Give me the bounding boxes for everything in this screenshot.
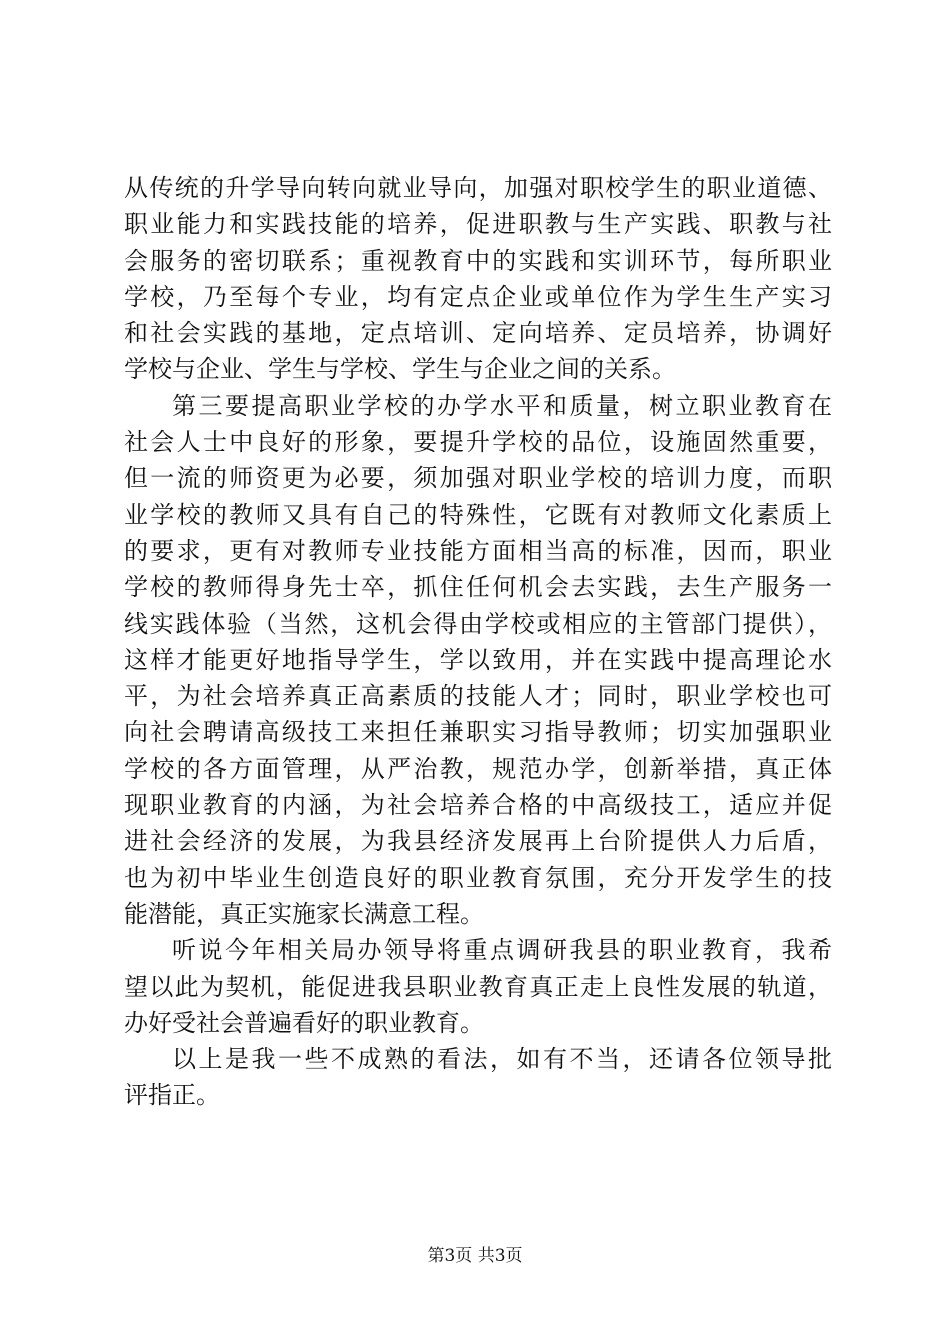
paragraph-1: [124, 170, 832, 388]
text-line: 从传统的升学导向转向就业导向，加强对职校学生的职业道德、: [124, 174, 832, 202]
text-line: 望以此为契机，能促进我县职业教育真正走上良性发展的轨道，: [124, 972, 832, 1001]
paragraph-3: [124, 932, 832, 1041]
text-line: 学校与企业、学生与学校、学生与企业之间的关系。: [124, 355, 676, 384]
text-line: 以上是我一些不成熟的看法，如有不当，还请各位领导批: [172, 1045, 832, 1074]
text-line: 职业能力和实践技能的培养，促进职教与生产实践、职教与社: [124, 210, 832, 239]
paragraph-4: [124, 1041, 832, 1114]
text-line: 线实践体验（当然，这机会得由学校或相应的主管部门提供），: [124, 609, 832, 638]
text-line: 会服务的密切联系；重视教育中的实践和实训环节，每所职业: [124, 246, 832, 275]
text-line: 现职业教育的内涵，为社会培养合格的中高级技工，适应并促: [124, 791, 832, 820]
text-line: 能潜能，真正实施家长满意工程。: [124, 899, 484, 928]
text-line: 业学校的教师又具有自己的特殊性，它既有对教师文化素质上: [124, 500, 832, 529]
text-line: 学校的各方面管理，从严治教，规范办学，创新举措，真正体: [124, 754, 832, 783]
text-line: 向社会聘请高级技工来担任兼职实习指导教师；切实加强职业: [124, 718, 832, 747]
text-line: 学校的教师得身先士卒，抓住任何机会去实践，去生产服务一: [124, 573, 832, 602]
page-number-footer: 第3页 共3页: [427, 1246, 523, 1266]
text-line: 进社会经济的发展，为我县经济发展再上台阶提供人力后盾，: [124, 827, 832, 856]
text-line: 也为初中毕业生创造良好的职业教育氛围，充分开发学生的技: [124, 863, 832, 892]
text-line: 学校，乃至每个专业，均有定点企业或单位作为学生生产实习: [124, 282, 832, 311]
paragraph-2: [124, 388, 832, 932]
text-line: 第三要提高职业学校的办学水平和质量，树立职业教育在: [172, 391, 832, 420]
text-line: 和社会实践的基地，定点培训、定向培养、定员培养，协调好: [124, 319, 832, 348]
text-line: 平，为社会培养真正高素质的技能人才；同时，职业学校也可: [124, 682, 832, 711]
text-line: 社会人士中良好的形象，要提升学校的品位，设施固然重要，: [124, 428, 832, 457]
text-line: 这样才能更好地指导学生，学以致用，并在实践中提高理论水: [124, 645, 832, 674]
text-line: 评指正。: [124, 1081, 220, 1110]
text-line: 但一流的师资更为必要，须加强对职业学校的培训力度，而职: [124, 464, 832, 493]
text-line: 的要求，更有对教师专业技能方面相当高的标准，因而，职业: [124, 536, 832, 565]
text-line: 听说今年相关局办领导将重点调研我县的职业教育，我希: [172, 936, 832, 965]
text-line: 办好受社会普遍看好的职业教育。: [124, 1008, 484, 1037]
document-body: [124, 170, 832, 1114]
